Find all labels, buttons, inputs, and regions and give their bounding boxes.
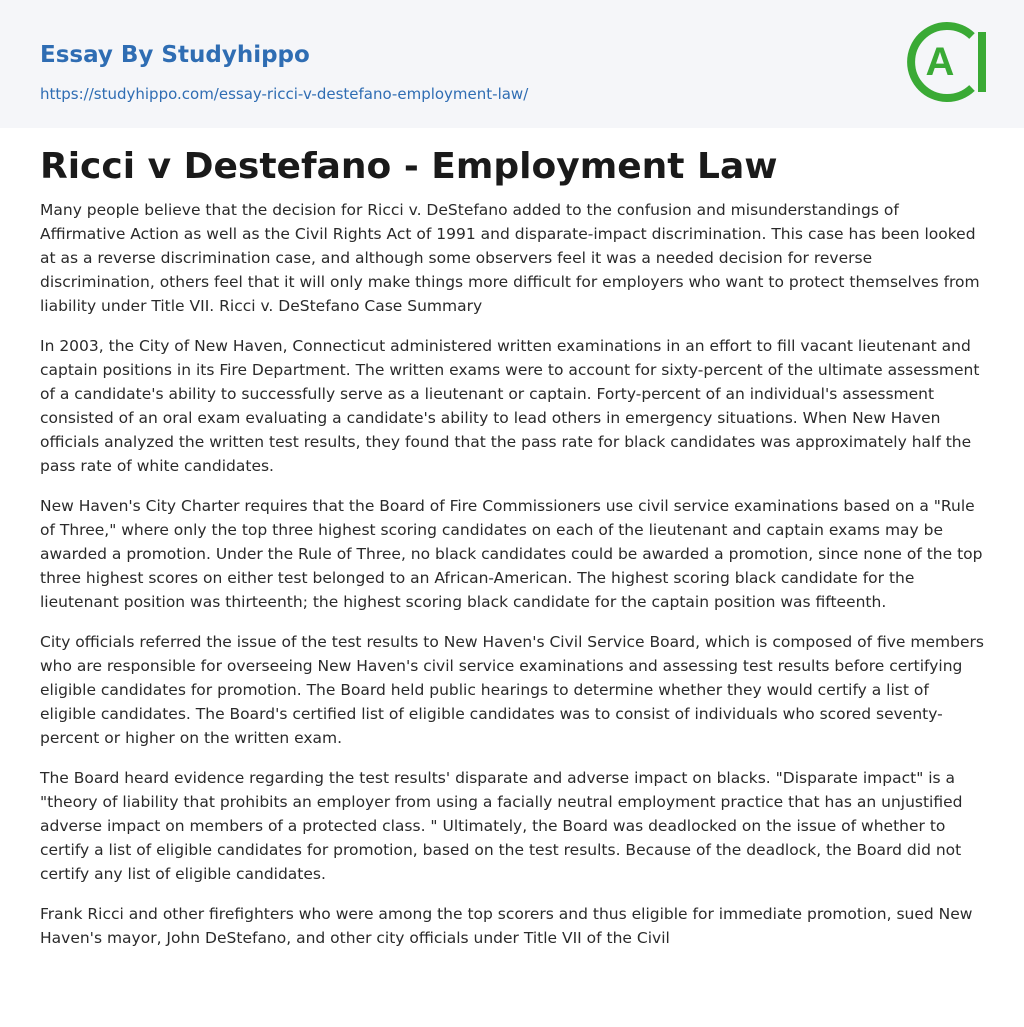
article bbox=[40, 142, 986, 966]
essay-url-link[interactable]: https://studyhippo.com/essay-ricci-v-destefano-employment-law/ bbox=[40, 85, 529, 103]
page-title: Ricci v Destefano - Employment Law bbox=[40, 146, 778, 187]
studyhippo-logo-icon[interactable] bbox=[906, 18, 990, 106]
site-brand[interactable]: Essay By Studyhippo bbox=[40, 42, 310, 68]
paragraph-2: In 2003, the City of New Haven, Connecticut administered written examinations in an effort to fill vacant lieutenant and captain positions in its Fire Department. The written exams were to account for sixty-percent of the ultimate assessment of a candidate's ability to successfully serve as a lieutenant or captain. Forty-percent of an individual's assessment consisted of an oral exam evaluating a candidate's ability to lead others in emergency situations. When New Haven officials analyzed the written test results, they found that the pass rate for black candidates was approximately half the pass rate of white candidates. bbox=[40, 337, 980, 475]
logo-letter: A bbox=[925, 40, 955, 84]
paragraph-3: New Haven's City Charter requires that the Board of Fire Commissioners use civil service examinations based on a "Rule of Three," where only the top three highest scoring candidates on each of the lieutenant and captain exams may be awarded a promotion. Under the Rule of Three, no black candidates could be awarded a promotion, since none of the top three highest scores on either test belonged to an African-American. The highest scoring black candidate for the lieutenant position was thirteenth; the highest scoring black candidate for the captain position was fifteenth. bbox=[40, 497, 983, 611]
paragraph-4: City officials referred the issue of the test results to New Haven's Civil Service Board, which is composed of five members who are responsible for overseeing New Haven's civil service examinations and assessing test results before certifying eligible candidates for promotion. The Board held public hearings to determine whether they would certify a list of eligible candidates. The Board's certified list of eligible candidates was to consist of individuals who scored seventy-percent or higher on the written exam. bbox=[40, 633, 984, 747]
paragraph-1: Many people believe that the decision for Ricci v. DeStefano added to the confusion and misunderstandings of Affirmative Action as well as the Civil Rights Act of 1991 and disparate-impact discrimination. This case has been looked at as a reverse discrimination case, and although some observers feel it was a needed decision for reverse discrimination, others feel that it will only make things more difficult for employers who want to protect themselves from liability under Title VII. Ricci v. DeStefano Case Summary bbox=[40, 201, 980, 315]
site-header bbox=[0, 0, 1024, 128]
paragraph-5: The Board heard evidence regarding the test results' disparate and adverse impact on blacks. "Disparate impact" is a "theory of liability that prohibits an employer from using a facially neutral employment practice that has an unjustified adverse impact on members of a protected class. " Ultimately, the Board was deadlocked on the issue of whether to certify a list of eligible candidates for promotion, based on the test results. Because of the deadlock, the Board did not certify any list of eligible candidates. bbox=[40, 769, 963, 883]
paragraph-6: Frank Ricci and other firefighters who were among the top scorers and thus eligible for immediate promotion, sued New Haven's mayor, John DeStefano, and other city officials under Title VII of the Civil bbox=[40, 905, 973, 947]
